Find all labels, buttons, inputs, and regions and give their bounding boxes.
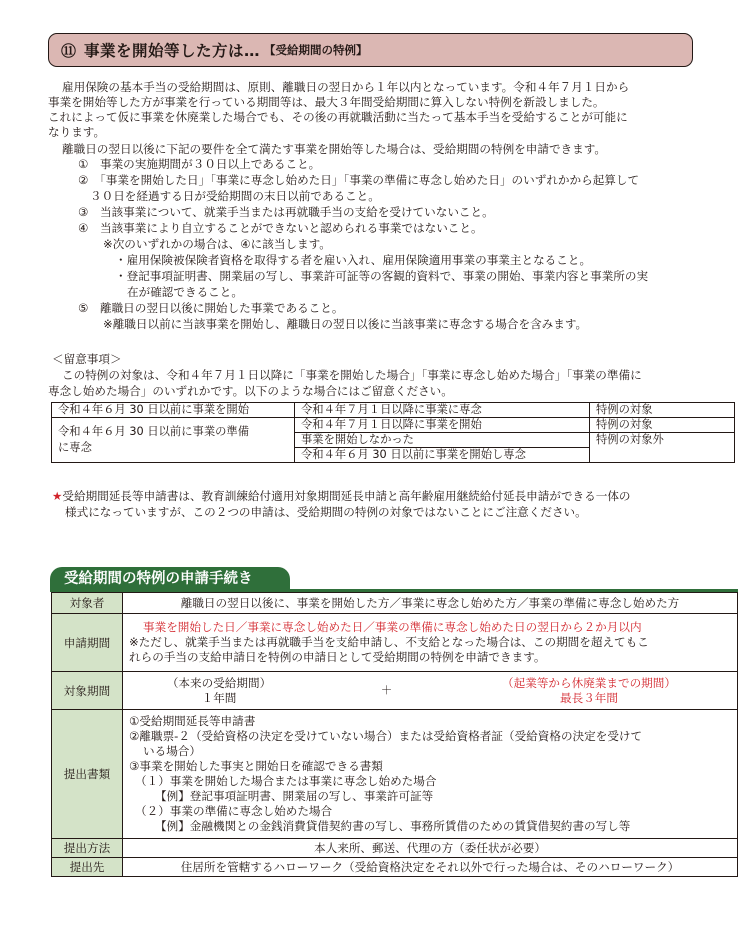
requirement-item: ３０日を経過する日が受給期間の末日以前であること。 [90,189,380,203]
notes-table [51,402,735,463]
coverage-value [123,672,738,710]
intro-line: 事業を開始等した方が事業を行っている期間等は、最大３年間受給期間に算入しない特例を新設しました。 [48,95,605,109]
notes-line: 専念し始めた場合」のいずれかです。以下のような場合にはご留意ください。 [48,384,453,398]
section-header [48,33,693,67]
table-row [52,593,738,614]
requirement-note: 在が確認できること。 [127,285,243,299]
table-row [52,418,735,433]
row-label: 提出先 [52,858,123,877]
row-label: 対象者 [52,593,123,614]
document-item: 【例】金融機関との金銭消費貸借契約書の写し、事務所賃借のための賃貸借契約書の写し等 [155,819,631,833]
period-line: ※ただし、就業手当または再就職手当を支給申請し、不支給となった場合は、この期間を超えてもこ [129,635,649,649]
notes-heading: ＜留意事項＞ [52,352,122,366]
requirement-note: ・登記事項証明書、開業届の写し、事業許可証等の客観的資料で、事業の開始、事業内容と事業所の実 [115,269,649,283]
warning-text: 受給期間延長等申請書は、教育訓練給付適用対象期間延長申請と高年齢雇用継続給付延長申請ができる一体の [62,489,631,503]
document-item: （２）事業の準備に専念し始めた場合 [135,804,333,818]
intro-line: 雇用保険の基本手当の受給期間は、原則、離職日の翌日から１年以内となっています。令和４年７月１日から [62,80,630,94]
document-item: 【例】登記事項証明書、開業届の写し、事業許可証等 [155,789,434,803]
document-item: ②離職票-２（受給資格の決定を受けていない場合）または受給資格者証（受給資格の決定を受けて [129,729,643,743]
coverage-extension-value: 最長３年間 [560,690,618,705]
table-cell: 特例の対象 [590,418,735,433]
table-row [52,839,738,858]
warning-line: 様式になっていますが、この２つの申請は、受給期間の特例の対象ではないことにご注意ください。 [65,505,587,519]
table-cell: 令和４年７月１日以降に事業を開始 [295,418,590,433]
row-label: 提出書類 [52,710,123,839]
coverage-extension [464,676,714,706]
section-title: 事業を開始等した方は… [84,42,261,60]
table-cell: 令和４年６月 30 日以前に事業を開始 [52,403,295,418]
requirement-item: ⑤ 離職日の翌日以後に開始した事業であること。 [78,301,344,315]
table-cell: 特例の対象 [590,403,735,418]
table-cell: 令和４年７月１日以降に事業に専念 [295,403,590,418]
table-row [52,710,738,839]
table-cell: 特例の対象外 [590,433,735,463]
table-cell: 令和４年６月 30 日以前に事業を開始し専念 [295,448,590,463]
requirement-item: ③ 当該事業について、就業手当または再就職手当の支給を受けていないこと。 [78,205,494,219]
procedure-table [51,592,738,877]
target-value: 離職日の翌日以後に、事業を開始した方／事業に専念し始めた方／事業の準備に専念し始めた方 [123,593,738,614]
procedure-title: 受給期間の特例の申請手続き [50,567,290,591]
row-label: 提出方法 [52,839,123,858]
document-item: ①受給期間延長等申請書 [129,714,256,728]
table-cell-text: に専念 [58,441,92,454]
coverage-extension-label: （起業等から休廃業までの期間） [502,675,676,690]
requirement-note: ・雇用保険被保険者資格を取得する者を雇い入れ、雇用保険適用事業の事業主となること。 [115,253,592,267]
table-cell-text: 令和４年６月 30 日以前に事業の準備 [58,425,250,438]
period-highlight: 事業を開始した日／事業に専念し始めた日／事業の準備に専念し始めた日の翌日から２か月以内 [143,620,642,634]
warning-line [52,489,631,504]
documents-value [123,710,738,839]
row-label: 対象期間 [52,672,123,710]
star-icon: ★ [52,489,63,503]
notes-line: この特例の対象は、令和４年７月１日以降に「事業を開始した場合」「事業に専念し始めた場合」「事業の準備に [62,368,642,382]
requirement-note: ※離職日以前に当該事業を開始し、離職日の翌日以後に当該事業に専念する場合を含みます。 [103,317,588,331]
requirement-note: ※次のいずれかの場合は、④に該当します。 [103,237,331,251]
section-number: ⑪ [61,41,77,60]
document-item: ③事業を開始した事実と開始日を確認できる書類 [129,759,383,773]
requirement-item: ④ 当該事業により自立することができないと認められる事業ではないこと。 [78,221,483,235]
method-value: 本人来所、郵送、代理の方（委任状が必要） [123,839,738,858]
requirement-item: ② 「事業を開始した日」「事業に専念し始めた日」「事業の準備に専念し始めた日」のいずれかから起算して [78,173,640,187]
coverage-original-label: （本来の受給期間） [166,675,272,690]
intro-line: これによって仮に事業を休廃業した場合でも、その後の再就職活動に当たって基本手当を受給することが可能に [48,110,628,124]
section-subtitle: 【受給期間の特例】 [264,43,368,57]
coverage-original-value: １年間 [201,690,237,705]
period-line: れらの手当の支給申請日を特例の申請日として受給期間の特例を申請できます。 [129,650,546,664]
table-cell-group [52,418,295,463]
row-label: 申請期間 [52,614,123,672]
table-row [52,614,738,672]
table-row [52,672,738,710]
document-item: （１）事業を開始した場合または事業に専念し始めた場合 [135,774,437,788]
intro-line: なります。 [48,125,106,139]
coverage-original [129,676,309,706]
period-value [123,614,738,672]
table-row [52,403,735,418]
table-row [52,858,738,877]
intro-line: 離職日の翌日以後に下記の要件を全て満たす事業を開始等した場合は、受給期間の特例を申請できます。 [62,142,606,156]
destination-value: 住居所を管轄するハローワーク（受給資格決定をそれ以外で行った場合は、そのハローワーク） [123,858,738,877]
document-item: いる場合） [143,744,201,758]
plus-sign: ＋ [380,683,393,697]
requirement-item: ① 事業の実施期間が３０日以上であること。 [78,157,321,171]
table-cell: 事業を開始しなかった [295,433,590,448]
